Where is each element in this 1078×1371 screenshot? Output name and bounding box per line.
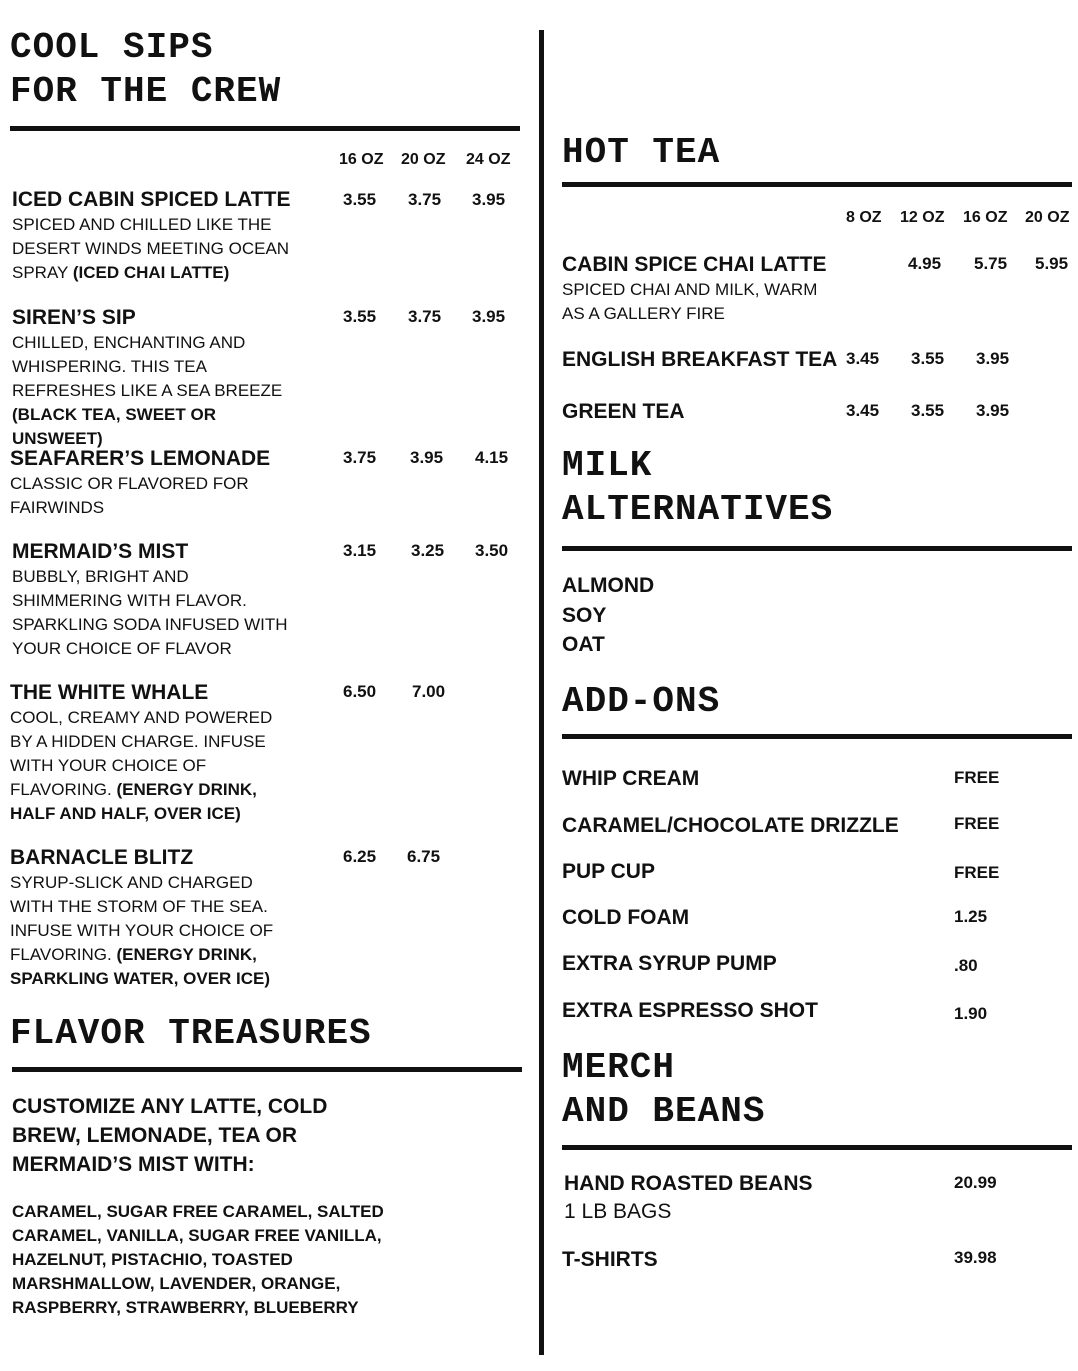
divider: [12, 1067, 522, 1072]
section-title-merch-and-beans: [562, 1046, 765, 1134]
price-16oz: 3.95: [976, 401, 1010, 420]
price-16oz: 3.95: [976, 349, 1010, 368]
addon-price: 1.90: [954, 1004, 988, 1023]
item-name: BARNACLE BLITZ: [10, 846, 194, 869]
section-title-milk-alternatives: [562, 444, 833, 532]
merch-price: 20.99: [954, 1173, 997, 1192]
item-name: GREEN TEA: [562, 400, 685, 423]
price-24oz: 4.15: [475, 448, 509, 467]
price-8oz: 3.45: [846, 401, 880, 420]
price-16oz: 3.55: [343, 307, 377, 326]
price-12oz: 4.95: [908, 254, 942, 273]
milk-option: ALMOND: [562, 574, 655, 597]
price-20oz: 7.00: [412, 682, 446, 701]
flavor-list: CARAMEL, SUGAR FREE CARAMEL, SALTED CARAMEL, VANILLA, SUGAR FREE VANILLA, HAZELNUT, PISTACHIO, TOASTED MARSHMALLOW, LAVENDER, ORANGE, RASPBERRY, STRAWBERRY, BLUEBERRY: [12, 1202, 384, 1317]
merch-price: 39.98: [954, 1248, 997, 1267]
milk-option: OAT: [562, 633, 605, 656]
addon-price: FREE: [954, 863, 1000, 882]
item-name: MERMAID’S MIST: [12, 540, 189, 563]
section-title-add-ons: ADD-ONS: [562, 681, 721, 722]
menu-item: [12, 187, 312, 285]
divider: [562, 734, 1072, 739]
price-24oz: 3.95: [472, 190, 506, 209]
item-description: CHILLED, ENCHANTING AND WHISPERING. THIS TEA REFRESHES LIKE A SEA BREEZE (BLACK TEA, SWEET OR UNSWEET): [12, 333, 283, 448]
addon-name: COLD FOAM: [562, 906, 690, 929]
item-description: SPICED CHAI AND MILK, WARM AS A GALLERY FIRE: [562, 280, 818, 323]
divider: [10, 126, 520, 131]
merch-name: HAND ROASTED BEANS: [564, 1172, 813, 1195]
price-24oz: 3.50: [475, 541, 509, 560]
item-note: (ENERGY DRINK, SPARKLING WATER, OVER ICE): [10, 945, 271, 988]
price-16oz: 5.75: [974, 254, 1008, 273]
item-description: SPICED AND CHILLED LIKE THE DESERT WINDS MEETING OCEAN SPRAY (ICED CHAI LATTE): [12, 215, 290, 282]
merch-item: [564, 1171, 813, 1227]
price-20oz: 3.95: [410, 448, 444, 467]
item-description: COOL, CREAMY AND POWERED BY A HIDDEN CHARGE. INFUSE WITH YOUR CHOICE OF FLAVORING. (ENERGY DRINK, HALF AND HALF, OVER ICE): [10, 708, 273, 823]
item-name: CABIN SPICE CHAI LATTE: [562, 253, 827, 276]
size-header-20oz: 20 OZ: [401, 151, 446, 168]
price-20oz: 5.95: [1035, 254, 1069, 273]
price-12oz: 3.55: [911, 401, 945, 420]
title-line-1: MERCH: [562, 1047, 676, 1088]
menu-item: [562, 252, 842, 326]
addon-name: WHIP CREAM: [562, 767, 700, 790]
item-description: CLASSIC OR FLAVORED FOR FAIRWINDS: [10, 474, 249, 517]
addon-price: 1.25: [954, 907, 988, 926]
title-line-1: MILK: [562, 445, 653, 486]
section-title-hot-tea: HOT TEA: [562, 132, 721, 173]
addon-price: FREE: [954, 768, 1000, 787]
price-16oz: 3.75: [343, 448, 377, 467]
milk-option: SOY: [562, 604, 607, 627]
merch-name: T-SHIRTS: [562, 1248, 658, 1271]
item-note: (ICED CHAI LATTE): [72, 263, 230, 282]
menu-item: [10, 680, 310, 826]
divider: [562, 546, 1072, 551]
flavor-intro: CUSTOMIZE ANY LATTE, COLD BREW, LEMONADE, TEA OR MERMAID’S MIST WITH:: [12, 1095, 328, 1176]
size-header-24oz: 24 OZ: [466, 151, 511, 168]
title-line-1: COOL SIPS: [10, 27, 214, 68]
price-24oz: 3.95: [472, 307, 506, 326]
size-header-12oz: 12 OZ: [900, 209, 945, 226]
item-name: ICED CABIN SPICED LATTE: [12, 188, 291, 211]
price-16oz: 6.25: [343, 847, 377, 866]
title-line-2: FOR THE CREW: [10, 71, 282, 112]
item-description: BUBBLY, BRIGHT AND SHIMMERING WITH FLAVOR. SPARKLING SODA INFUSED WITH YOUR CHOICE OF FLAVOR: [12, 567, 288, 658]
item-note: (BLACK TEA, SWEET OR UNSWEET): [12, 405, 216, 448]
menu-item: [12, 539, 312, 661]
section-title-flavor-treasures: FLAVOR TREASURES: [10, 1013, 372, 1054]
size-header-8oz: 8 OZ: [846, 209, 882, 226]
item-description: SYRUP-SLICK AND CHARGED WITH THE STORM OF THE SEA. INFUSE WITH YOUR CHOICE OF FLAVORING. (ENERGY DRINK, SPARKLING WATER, OVER ICE): [10, 873, 274, 988]
merch-detail: 1 LB BAGS: [564, 1200, 672, 1223]
divider: [562, 1145, 1072, 1150]
title-line-2: ALTERNATIVES: [562, 489, 834, 530]
menu-item: [10, 446, 310, 520]
item-name: SEAFARER’S LEMONADE: [10, 447, 271, 470]
size-header-20oz: 20 OZ: [1025, 209, 1070, 226]
price-16oz: 3.55: [343, 190, 377, 209]
size-header-16oz: 16 OZ: [963, 209, 1008, 226]
item-name: THE WHITE WHALE: [10, 681, 209, 704]
price-20oz: 3.75: [408, 307, 442, 326]
size-header-16oz: 16 OZ: [339, 151, 384, 168]
addon-name: EXTRA SYRUP PUMP: [562, 952, 777, 975]
addon-price: .80: [954, 956, 978, 975]
section-title-cool-sips: [10, 26, 281, 114]
price-20oz: 6.75: [407, 847, 441, 866]
addon-name: CARAMEL/CHOCOLATE DRIZZLE: [562, 814, 899, 837]
title-line-2: AND BEANS: [562, 1091, 766, 1132]
divider: [562, 182, 1072, 187]
price-16oz: 6.50: [343, 682, 377, 701]
item-note: (ENERGY DRINK, HALF AND HALF, OVER ICE): [10, 780, 257, 823]
price-20oz: 3.25: [411, 541, 445, 560]
menu-item: [12, 305, 312, 451]
price-20oz: 3.75: [408, 190, 442, 209]
item-name: SIREN’S SIP: [12, 306, 136, 329]
addon-name: EXTRA ESPRESSO SHOT: [562, 999, 818, 1022]
addon-name: PUP CUP: [562, 860, 655, 883]
price-16oz: 3.15: [343, 541, 377, 560]
price-8oz: 3.45: [846, 349, 880, 368]
column-divider: [539, 30, 544, 1355]
menu-item: [10, 845, 310, 991]
addon-price: FREE: [954, 814, 1000, 833]
price-12oz: 3.55: [911, 349, 945, 368]
item-name: ENGLISH BREAKFAST TEA: [562, 348, 838, 371]
